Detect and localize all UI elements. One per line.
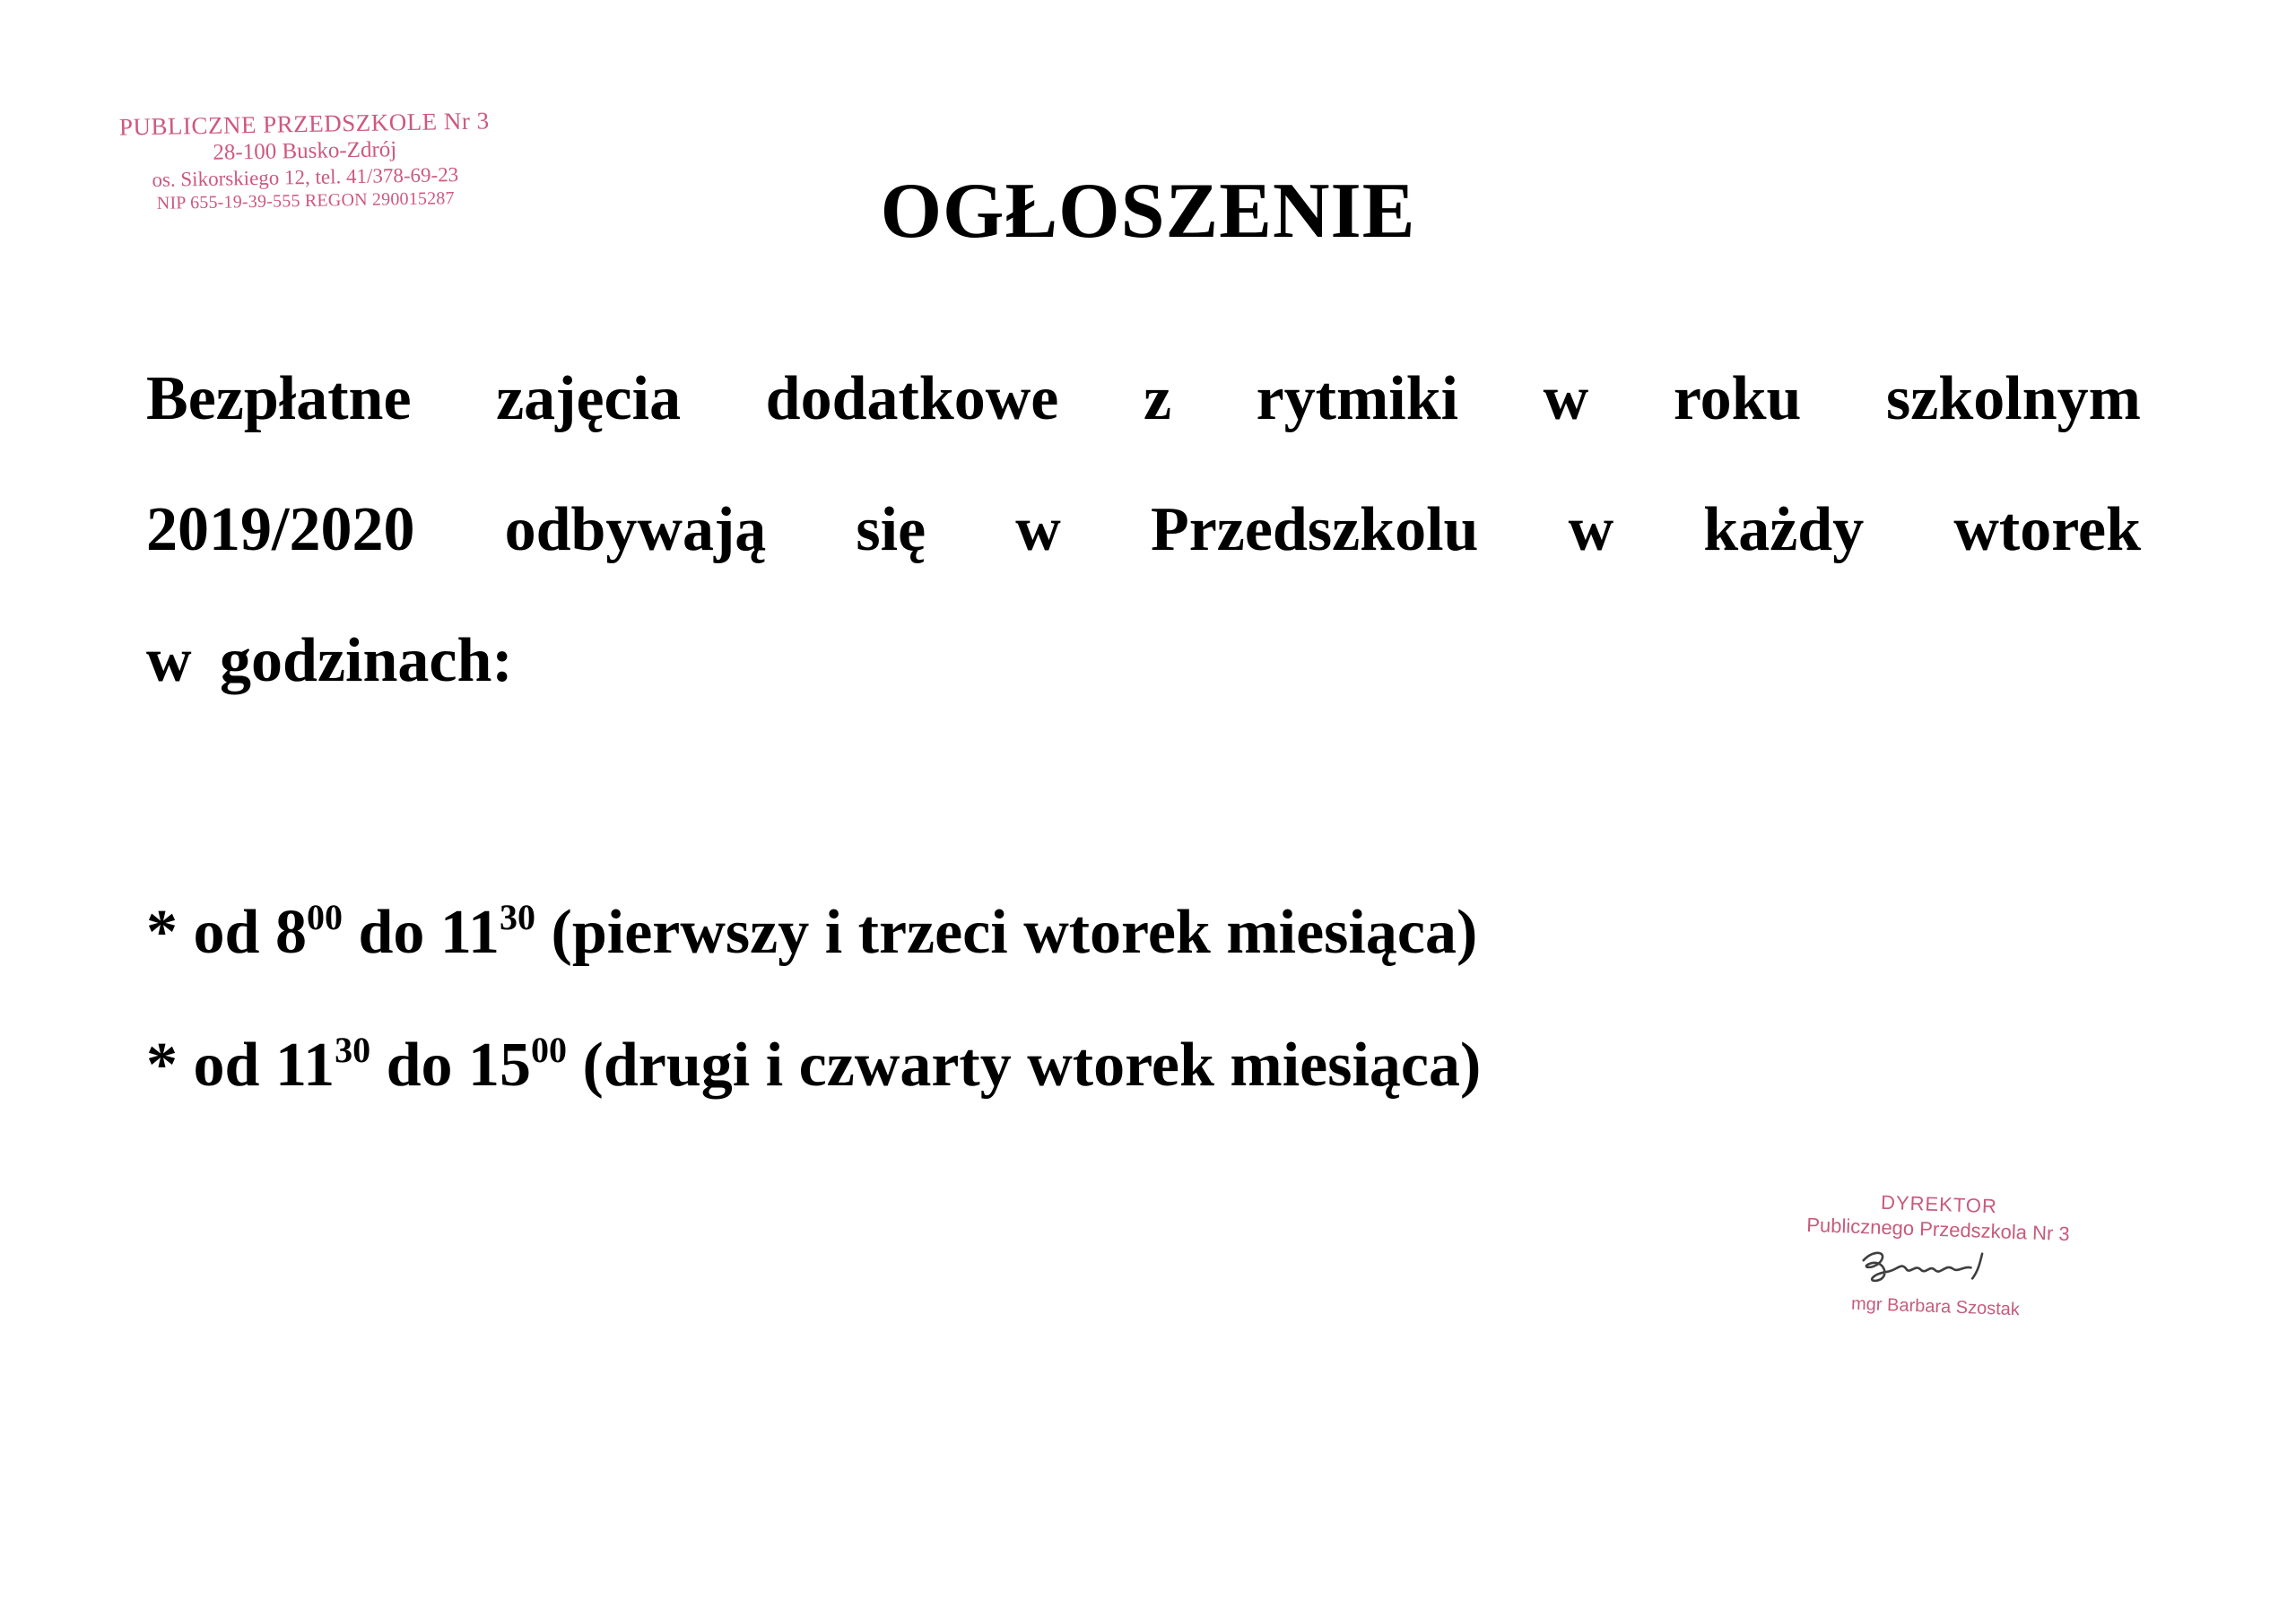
page-title: OGŁOSZENIE [880, 168, 1416, 255]
schedule-list [146, 883, 1481, 1149]
signature-role: DYREKTOR [1880, 1190, 1998, 1218]
schedule-note: (pierwszy i trzeci wtorek miesiąca) [535, 898, 1478, 967]
schedule-prefix: * od [146, 898, 275, 967]
schedule-from-minutes: 00 [306, 897, 343, 937]
schedule-to-hour: 15 [468, 1031, 532, 1100]
stamp-address: os. Sikorskiego 12, tel. 41/378-69-23 [152, 163, 459, 192]
handwritten-signature-icon [1847, 1240, 2028, 1295]
director-signature-stamp [1756, 1187, 2119, 1324]
schedule-to-minutes: 30 [500, 897, 536, 937]
schedule-from-hour: 11 [274, 1031, 335, 1100]
schedule-to-word: do [370, 1031, 469, 1100]
schedule-item [146, 1016, 1481, 1149]
paragraph-line-1: Bezpłatne zajęcia dodatkowe z rytmiki w roku szkolnym [146, 364, 2141, 433]
schedule-from-hour: 8 [274, 898, 307, 967]
stamp-city: 28-100 Busko-Zdrój [213, 137, 397, 166]
schedule-note: (drugi i czwarty wtorek miesiąca) [567, 1031, 1482, 1100]
paragraph-line-3: w godzinach: [146, 626, 513, 695]
paragraph-line-2: 2019/2020 odbywają się w Przedszkolu w każdy wtorek [146, 495, 2141, 564]
schedule-prefix: * od [146, 1031, 275, 1100]
announcement-paragraph [146, 354, 2141, 747]
schedule-to-minutes: 00 [531, 1030, 568, 1070]
schedule-from-minutes: 30 [335, 1030, 371, 1070]
stamp-school-name: PUBLICZNE PRZEDSZKOLE Nr 3 [118, 107, 490, 141]
schedule-to-word: do [342, 898, 440, 967]
signature-name: mgr Barbara Szostak [1850, 1293, 2021, 1320]
schedule-item [146, 883, 1481, 1016]
schedule-to-hour: 11 [439, 898, 500, 967]
stamp-tax-ids: NIP 655-19-39-555 REGON 290015287 [156, 188, 455, 213]
signature-institution: Publicznego Przedszkola Nr 3 [1805, 1213, 2071, 1246]
